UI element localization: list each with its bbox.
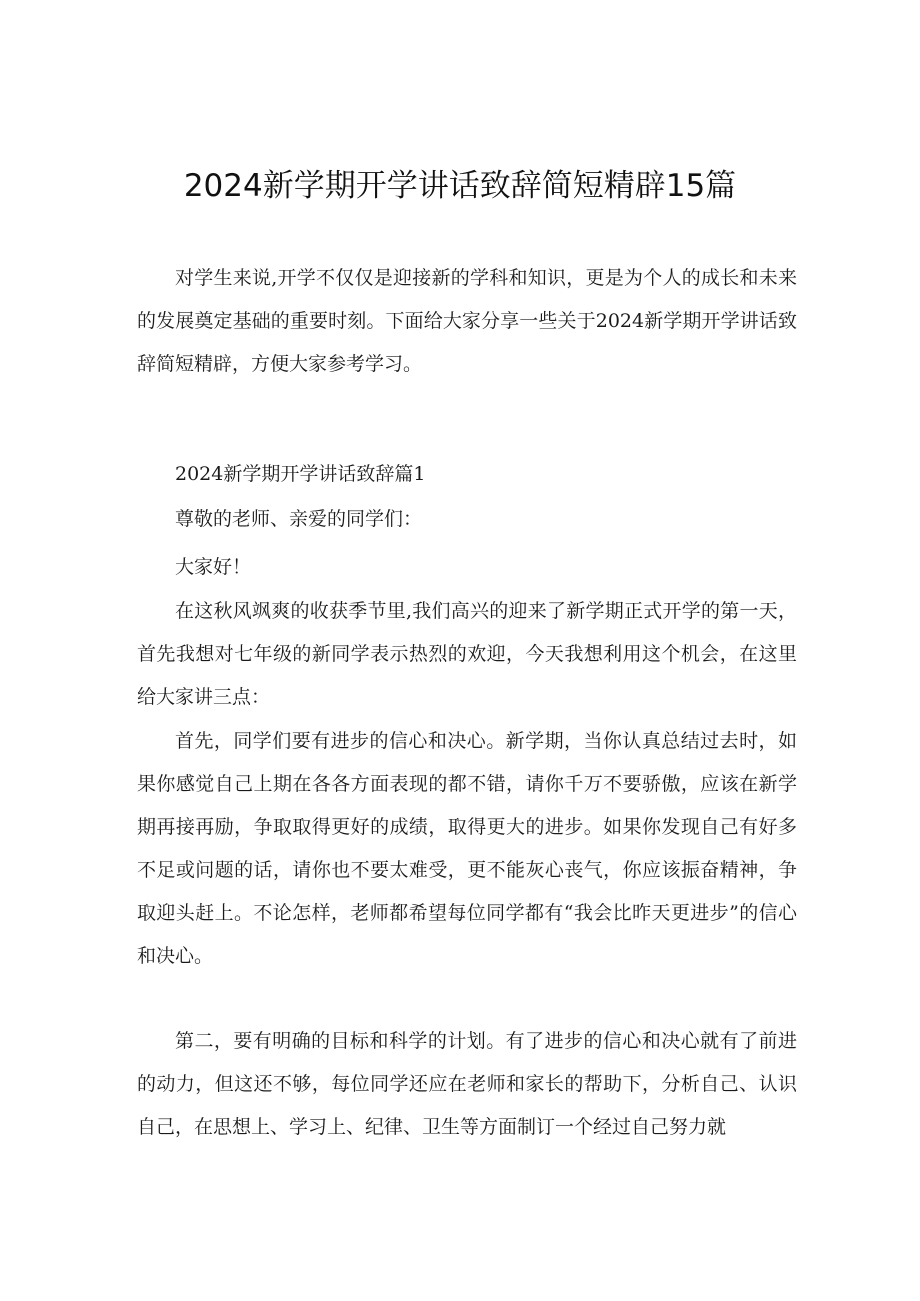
paragraph-1: 在这秋风飒爽的收获季节里,我们高兴的迎来了新学期正式开学的第一天，首先我想对七年级的新同学表示热烈的欢迎，今天我想利用这个机会，在这里给大家讲三点： bbox=[137, 600, 797, 708]
greeting: 大家好！ bbox=[175, 556, 252, 578]
salutation: 尊敬的老师、亲爱的同学们： bbox=[175, 508, 423, 530]
paragraph-3: 第二，要有明确的目标和科学的计划。有了进步的信心和决心就有了前进的动力，但这还不够，每位同学还应在老师和家长的帮助下，分析自己、认识自己，在思想上、学习上、纪律、卫生等方面制订一个经过自己努力就 bbox=[137, 1030, 797, 1138]
document-title: 2024新学期开学讲话致辞简短精辟15篇 bbox=[183, 168, 737, 204]
paragraph-2: 首先，同学们要有进步的信心和决心。新学期，当你认真总结过去时，如果你感觉自己上期在各各方面表现的都不错，请你千万不要骄傲，应该在新学期再接再励，争取取得更好的成绩，取得更大的进步。如果你发现自己有好多不足或问题的话，请你也不要太难受，更不能灰心丧气，你应该振奋精神，争取迎头赶上。不论怎样，老师都希望每位同学都有“我会比昨天更进步”的信心和决心。 bbox=[137, 730, 797, 967]
section-heading: 2024新学期开学讲话致辞篇1 bbox=[175, 463, 426, 485]
intro-paragraph: 对学生来说,开学不仅仅是迎接新的学科和知识，更是为个人的成长和未来的发展奠定基础的重要时刻。下面给大家分享一些关于2024新学期开学讲话致辞简短精辟，方便大家参考学习。 bbox=[137, 267, 797, 375]
